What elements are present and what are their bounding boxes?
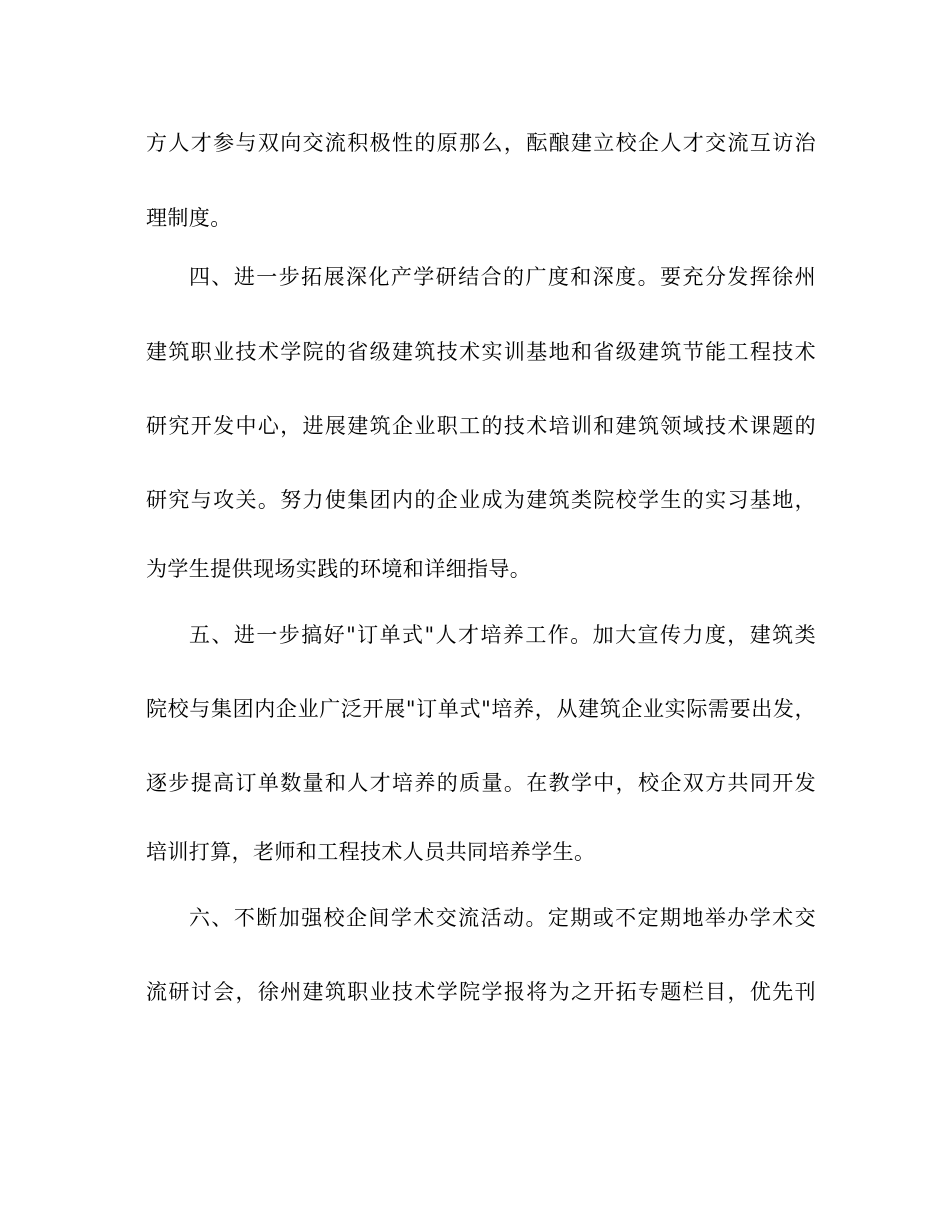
paragraph-4-line-1: 四、进一步拓展深化产学研结合的广度和深度。要充分发挥徐州	[189, 265, 816, 289]
text-line-10: 逐步提高订单数量和人才培养的质量。在教学中，校企双方共同开发	[146, 771, 816, 795]
text-line-2: 理制度。	[146, 206, 232, 230]
paragraph-5-line-1: 五、进一步搞好"订单式"人才培养工作。加大宣传力度，建筑类	[189, 623, 816, 647]
text-line-4: 建筑职业技术学院的省级建筑技术实训基地和省级建筑节能工程技术	[146, 340, 816, 364]
paragraph-6-line-1: 六、不断加强校企间学术交流活动。定期或不定期地举办学术交	[189, 906, 816, 930]
text-line-7: 为学生提供现场实践的环境和详细指导。	[146, 557, 532, 581]
text-line-5: 研究开发中心，进展建筑企业职工的技术培训和建筑领域技术课题的	[146, 414, 816, 438]
text-line-6: 研究与攻关。努力使集团内的企业成为建筑类院校学生的实习基地，	[146, 488, 816, 512]
text-line-1: 方人才参与双向交流积极性的原那么，酝酿建立校企人才交流互访治	[146, 131, 816, 155]
text-line-13: 流研讨会，徐州建筑职业技术学院学报将为之开拓专题栏目，优先刊	[146, 980, 816, 1004]
text-line-9: 院校与集团内企业广泛开展"订单式"培养，从建筑企业实际需要出发，	[146, 697, 816, 721]
text-line-11: 培训打算，老师和工程技术人员共同培养学生。	[146, 840, 596, 864]
